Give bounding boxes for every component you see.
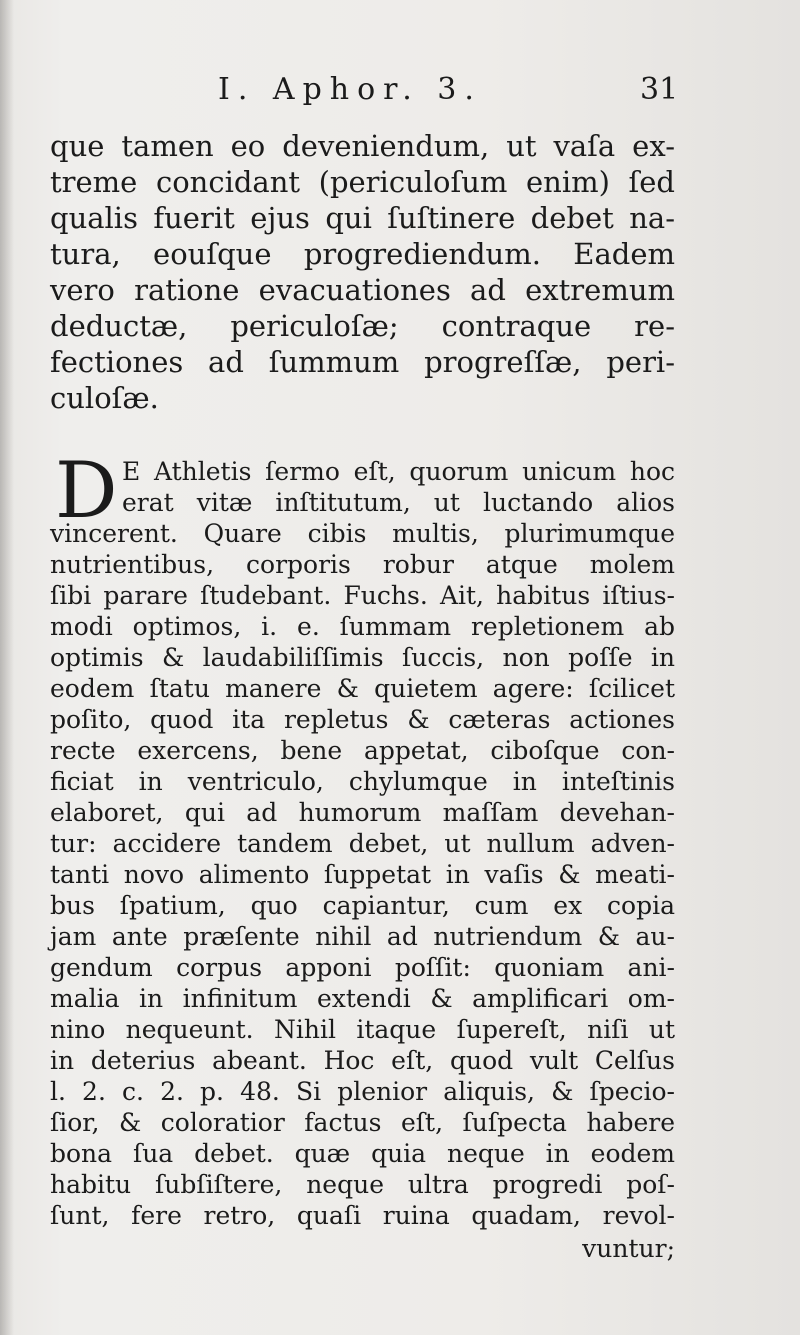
text-line: ſior, & coloratior factus eſt, ſuſpecta habere [50,1108,675,1137]
running-head: I. Aphor. 3. [218,72,482,107]
text-line: culoſæ. [50,381,159,415]
text-line: malia in infinitum extendi & amplificari om- [50,984,675,1013]
text-line: in deterius abeant. Hoc eſt, quod vult Celſus [50,1046,675,1075]
page-gutter-shadow [0,0,14,1335]
text-line: bona ſua debet. quæ quia neque in eodem [50,1139,675,1168]
text-line: habitu ſubſiſtere, neque ultra progredi poſ- [50,1170,675,1199]
catchword: vuntur; [582,1234,675,1263]
text-line: recte exercens, bene appetat, ciboſque con- [50,736,675,765]
text-line: vincerent. Quare cibis multis, plurimumque [50,519,675,548]
text-line: l. 2. c. 2. p. 48. Si plenior aliquis, & ſpecio- [50,1077,675,1106]
drop-cap: D [55,446,118,536]
text-line: E Athletis ſermo eſt, quorum unicum hoc [122,457,675,486]
text-line: poſito, quod ita repletus & cæteras actiones [50,705,675,734]
text-line: modi optimos, i. e. ſummam repletionem ab [50,612,675,641]
text-line: tur: accidere tandem debet, ut nullum adven- [50,829,675,858]
text-line: tanti novo alimento ſuppetat in vaſis & meati- [50,860,675,889]
text-line: tura, eouſque progrediendum. Eadem [50,237,675,271]
text-line: treme concidant (periculoſum enim) ſed [50,165,675,199]
text-line: que tamen eo deveniendum, ut vaſa ex- [50,129,675,163]
text-line: elaboret, qui ad humorum maſſam devehan- [50,798,675,827]
text-line: nutrientibus, corporis robur atque molem [50,550,675,579]
text-line: vero ratione evacuationes ad extremum [50,273,675,307]
text-line: ficiat in ventriculo, chylumque in inteſtinis [50,767,675,796]
text-line: qualis fuerit ejus qui ſuſtinere debet na- [50,201,675,235]
page-number: 31 [640,72,679,107]
text-line: optimis & laudabiliſſimis ſuccis, non poſſe in [50,643,675,672]
text-line: jam ante præſente nihil ad nutriendum & au- [50,922,675,951]
text-line: fectiones ad ſummum progreſſæ, peri- [50,345,675,379]
text-line: eodem ſtatu manere & quietem agere: ſcilicet [50,674,675,703]
text-line: ſibi parare ſtudebant. Fuchs. Ait, habitus iſtius- [50,581,675,610]
text-line: bus ſpatium, quo capiantur, cum ex copia [50,891,675,920]
text-line: nino nequeunt. Nihil itaque ſupereſt, niſi ut [50,1015,675,1044]
text-line: gendum corpus apponi poſſit: quoniam ani- [50,953,675,982]
text-line: ſunt, fere retro, quaſi ruina quadam, revol- [50,1201,675,1230]
text-line: deductæ, periculoſæ; contraque re- [50,309,675,343]
text-line: erat vitæ inſtitutum, ut luctando alios [122,488,675,517]
